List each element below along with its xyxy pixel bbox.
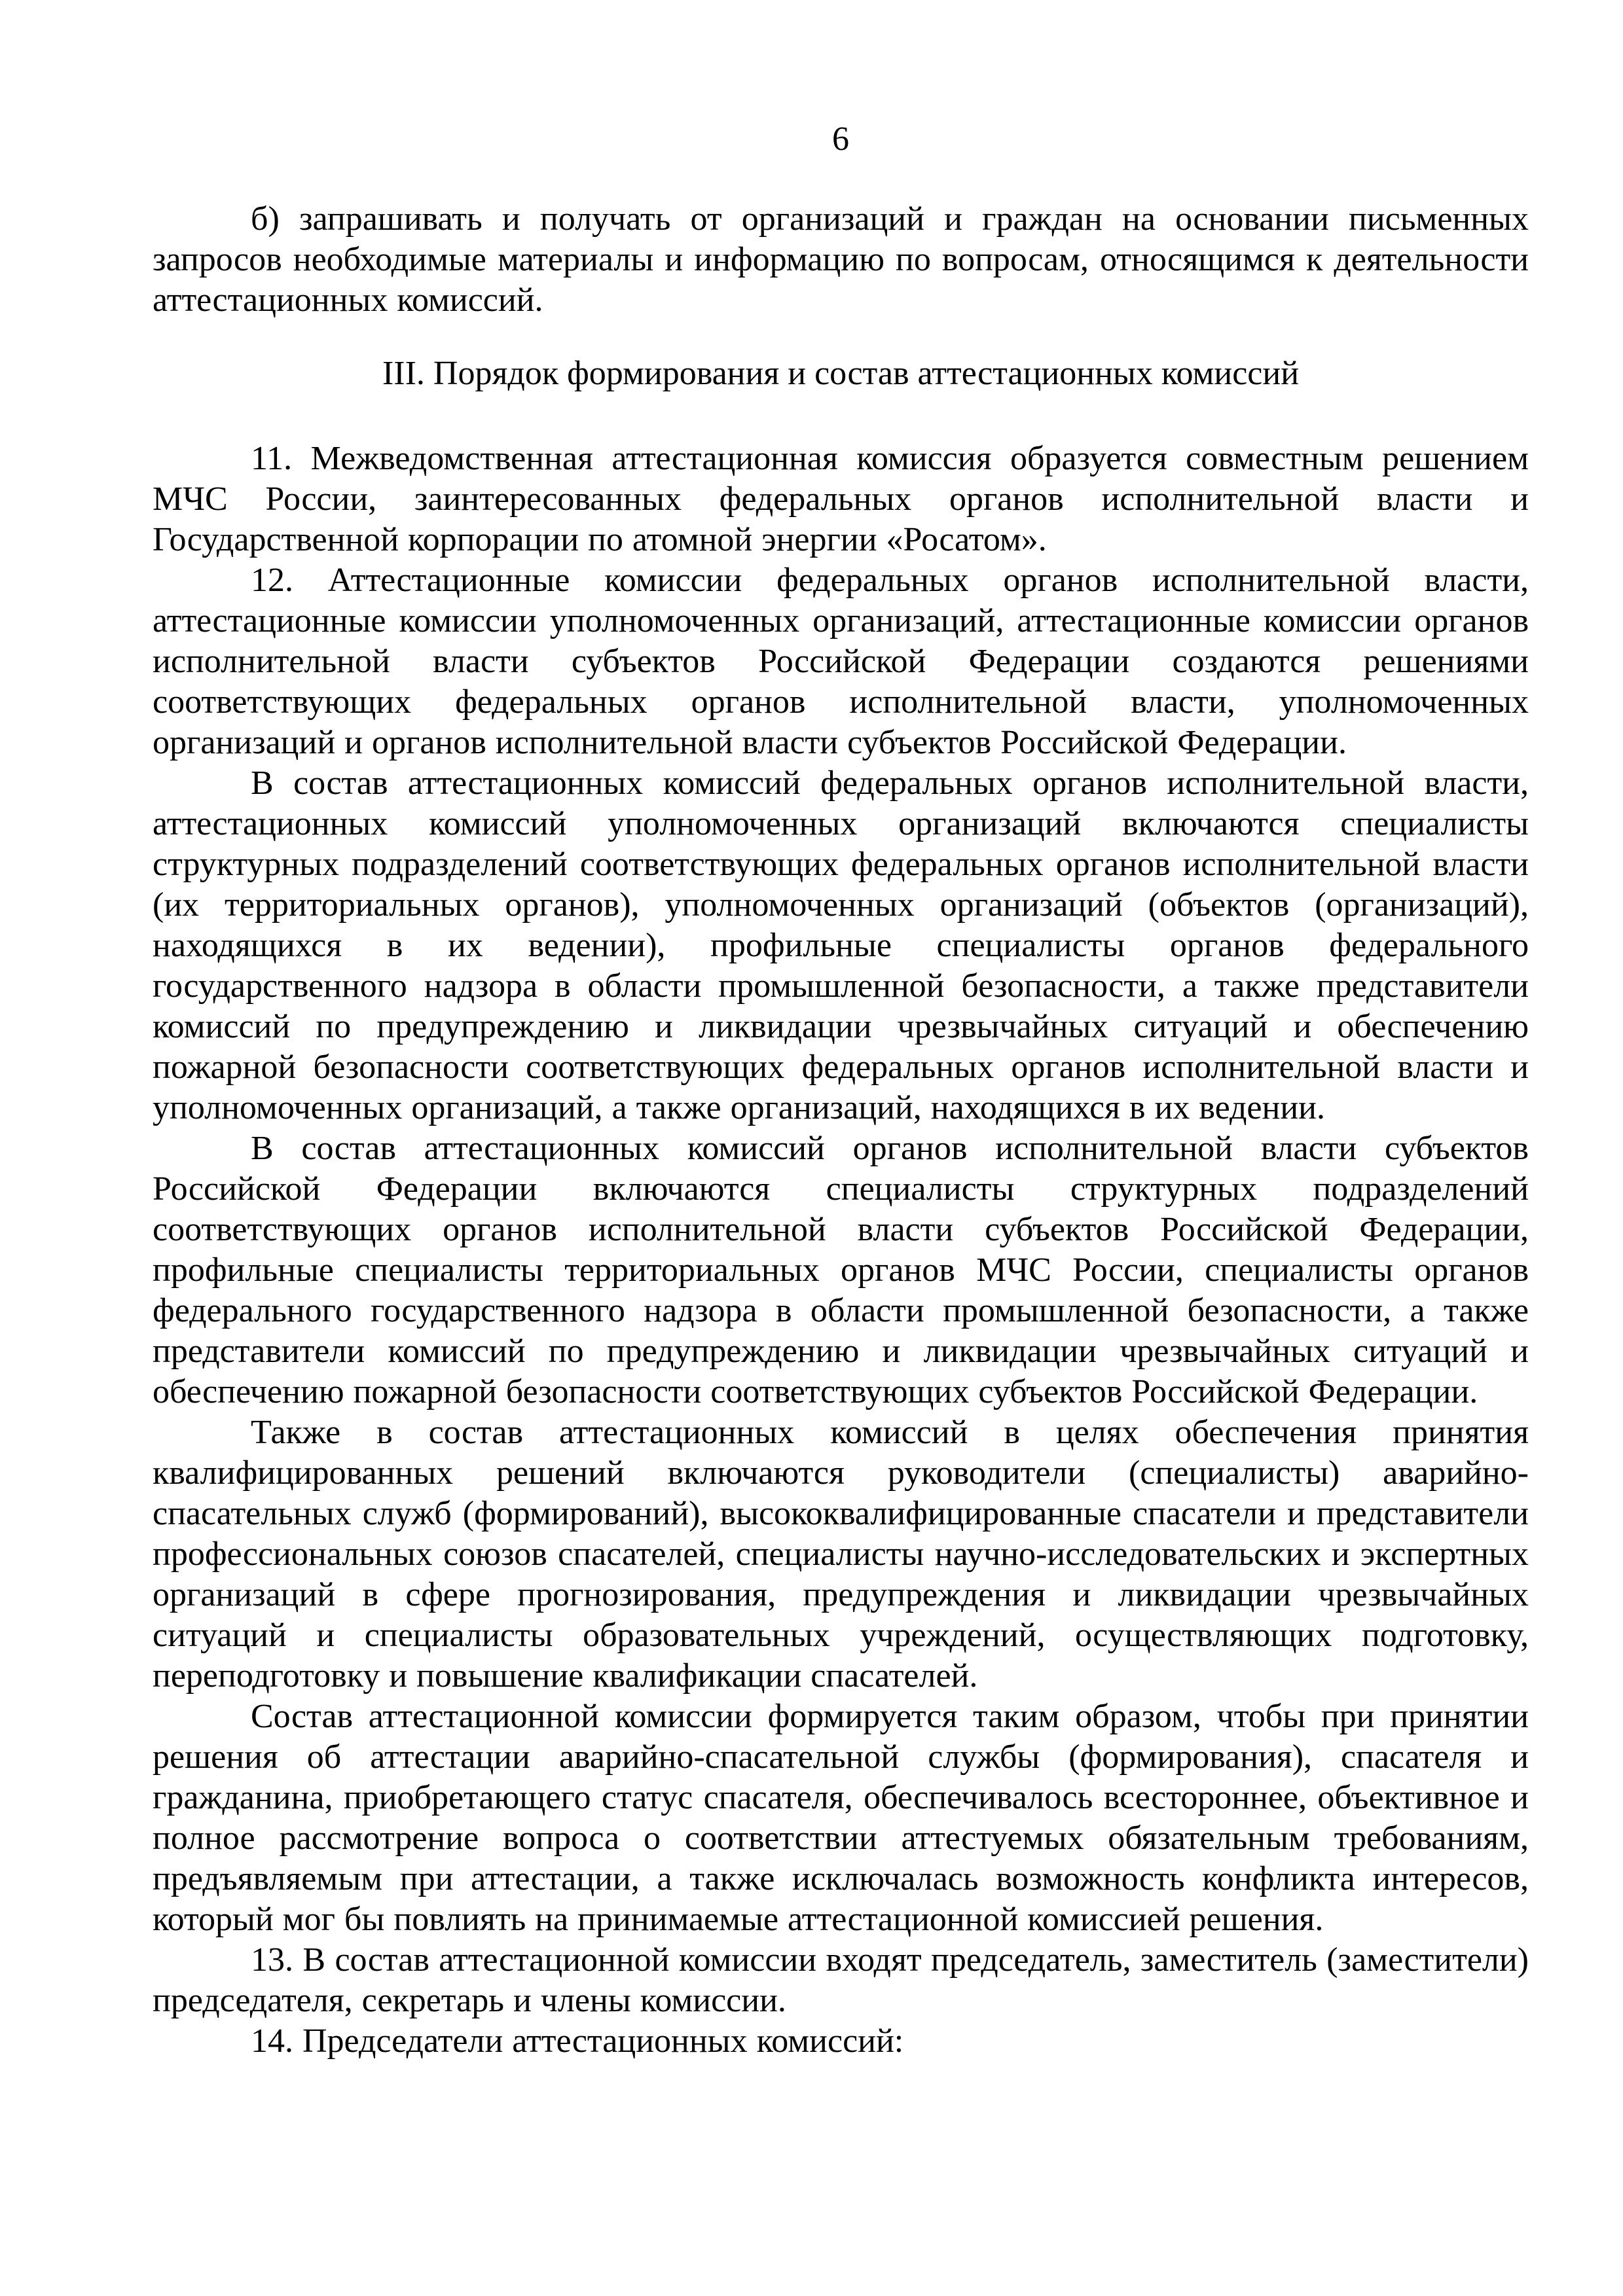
paragraph-14: 14. Председатели аттестационных комиссий: xyxy=(251,2022,904,2060)
paragraph-11: 11. Межведомственная аттестационная комиссия образуется совместным решением МЧС России, заинтересованных федеральных органов исполнительной власти и Государственной корпорации по атомной энергии «Росатом». xyxy=(153,440,1529,558)
paragraph-12: 12. Аттестационные комиссии федеральных органов исполнительной власти, аттестационные комиссии уполномоченных организаций, аттестационные комиссии органов исполнительной власти субъектов Российской Федерации создаются решениями соответствующих федеральных органов исполнительной власти, уполномоченных организаций и органов исполнительной власти субъектов Российской Федерации. xyxy=(153,562,1529,761)
paragraph-12-federal-composition: В состав аттестационных комиссий федеральных органов исполнительной власти, аттестационных комиссий уполномоченных организаций включаются специалисты структурных подразделений соответствующих федеральных органов исполнительной власти (их территориальных органов), уполномоченных организаций (объектов (организаций), находящихся в их ведении), профильные специалисты органов федерального государственного надзора в области промышленной безопасности, а также представители комиссий по предупреждению и ликвидации чрезвычайных ситуаций и обеспечению пожарной безопасности соответствующих федеральных органов исполнительной власти и уполномоченных организаций, а также организаций, находящихся в их ведении. xyxy=(153,764,1529,1126)
paragraph-subpoint-b: б) запрашивать и получать от организаций и граждан на основании письменных запросов необходимые материалы и информацию по вопросам, относящимся к деятельности аттестационных комиссий. xyxy=(153,200,1529,319)
page-number: 6 xyxy=(832,120,849,158)
paragraph-additional-composition: Также в состав аттестационных комиссий в целях обеспечения принятия квалифицированных решений включаются руководители (специалисты) аварийно-спасательных служб (формирований), высококвалифицированные спасатели и представители профессиональных союзов спасателей, специалисты научно-исследовательских и экспертных организаций в сфере прогнозирования, предупреждения и ликвидации чрезвычайных ситуаций и специалисты образовательных учреждений, осуществляющих подготовку, переподготовку и повышение квалификации спасателей. xyxy=(153,1414,1529,1695)
paragraph-13: 13. В состав аттестационной комиссии входят председатель, заместитель (заместители) председателя, секретарь и члены комиссии. xyxy=(153,1941,1529,2019)
paragraph-12-subject-composition: В состав аттестационных комиссий органов исполнительной власти субъектов Российской Федерации включаются специалисты структурных подразделений соответствующих органов исполнительной власти субъектов Российской Федерации, профильные специалисты территориальных органов МЧС России, специалисты органов федерального государственного надзора в области промышленной безопасности, а также представители комиссий по предупреждению и ликвидации чрезвычайных ситуаций и обеспечению пожарной безопасности соответствующих субъектов Российской Федерации. xyxy=(153,1130,1529,1410)
paragraph-commission-formation-principle: Состав аттестационной комиссии формируется таким образом, чтобы при принятии решения об аттестации аварийно-спасательной службы (формирования), спасателя и гражданина, приобретающего статус спасателя, обеспечивалось всестороннее, объективное и полное рассмотрение вопроса о соответствии аттестуемых обязательным требованиям, предъявляемым при аттестации, а также исключалась возможность конфликта интересов, который мог бы повлиять на принимаемые аттестационной комиссией решения. xyxy=(153,1698,1529,1938)
section-iii-heading: III. Порядок формирования и состав аттестационных комиссий xyxy=(382,355,1300,392)
